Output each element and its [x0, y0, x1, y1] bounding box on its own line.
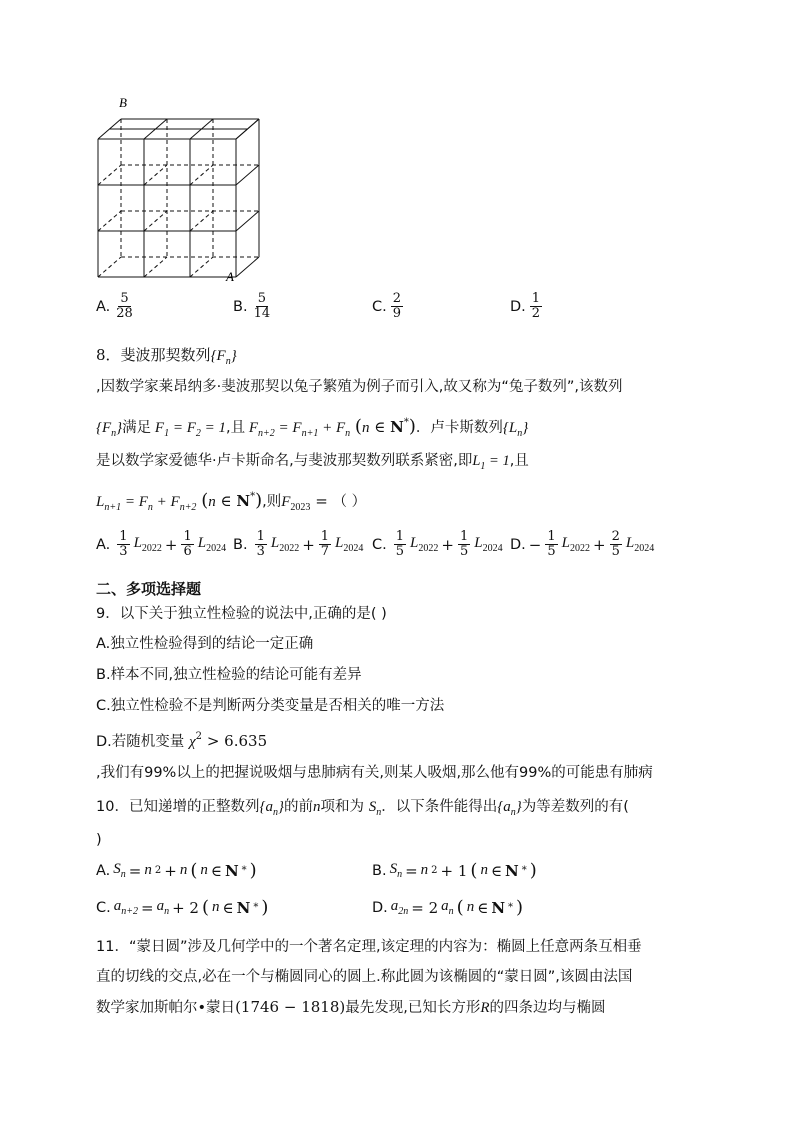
q8-title: 斐波那契数列 [120, 346, 211, 364]
q9-option-d-cont: ,我们有99%以上的把握说吸烟与患肺病有关,则某人吸烟,那么他有99%的可能患有肺病 [96, 765, 653, 781]
label-b: B [119, 95, 127, 110]
hidden-edge [144, 257, 167, 277]
q8-number: 8． [96, 346, 121, 364]
q7-option-a: A. $\frac{5}{28}$ [96, 291, 133, 321]
q9-option-d: D.若随机变量 $\chi^2 > 6.635$ [96, 731, 268, 750]
q10-option-b: B. $S_n$ = n 2 + 1 ( n ∈ N * ) [372, 860, 537, 881]
q7-option-c: C. $\frac{2}{9}$ [372, 291, 402, 321]
hidden-edge [98, 165, 121, 185]
hidden-edge [190, 257, 213, 277]
q8-seq-f: $\{F_n\}$ [210, 348, 237, 367]
cube-grid-figure [0, 0, 794, 290]
fraction: $\frac{5}{28}$ [116, 291, 133, 321]
q10-option-a: A. $S_n$ = n 2 + n ( n ∈ N * ) [96, 860, 257, 881]
fraction: $\frac{2}{9}$ [392, 291, 402, 321]
q8-line5: $L_{n+1} = F_n + F_{n+2}$ (n ∈ N*),则$F_{2023}$ = （ ） [96, 490, 367, 513]
q8-line3: $\{F_n\}$满足 $F_1 = F_2 = 1$,且 $F_{n+2} = F_{n+1} + F_n$ (n ∈ N*)．卢卡斯数列$\{L_n\}$ [96, 416, 529, 439]
q10-stem: 10．已知递增的正整数列$\{a_n\}$的前n项和为 $S_n$．以下条件能得出$\{a_n\}$为等差数列的有( [96, 799, 629, 818]
hidden-edge [190, 165, 213, 185]
q8-option-d: D. − $\frac{1}{5}$ $L_{2022}$ + $\frac{2}{5}$ $L_{2024}$ [510, 529, 655, 559]
q9-option-b: B.样本不同,独立性检验的结论可能有差异 [96, 667, 362, 683]
q9-option-a: A.独立性检验得到的结论一定正确 [96, 636, 314, 652]
visible-edge [236, 211, 259, 231]
hidden-edge [144, 165, 167, 185]
q8-line4: 是以数学家爱德华·卢卡斯命名,与斐波那契数列联系紧密,即$L_1 = 1$,且 [96, 453, 529, 472]
q8-title-line [96, 344, 237, 373]
visible-edge [236, 165, 259, 185]
q8-line2: ,因数学家莱昂纳多·斐波那契以兔子繁殖为例子而引入,故又称为“兔子数列”,该数列 [96, 379, 623, 395]
hidden-edge [98, 211, 121, 231]
q8-option-c: C. $\frac{1}{5}$ $L_{2022}$ + $\frac{1}{5}$ $L_{2024}$ [372, 529, 503, 559]
q11-line1: 11．“蒙日圆”涉及几何学中的一个著名定理,该定理的内容为：椭圆上任意两条互相垂 [96, 939, 642, 955]
q7-option-b: B. $\frac{5}{14}$ [233, 291, 271, 321]
q9-stem: 9．以下关于独立性检验的说法中,正确的是( ) [96, 606, 387, 622]
q11-line3: 数学家加斯帕尔•蒙日(1746 − 1818)最先发现,已知长方形R的四条边均与椭圆 [96, 998, 606, 1016]
fraction: $\frac{1}{2}$ [531, 291, 541, 321]
q10-stem-close: ) [96, 832, 102, 848]
q10-option-d: D. $a_{2n}$ = 2 $a_n$ ( n ∈ N * ) [372, 897, 524, 918]
hidden-edge [190, 211, 213, 231]
q10-option-c: C. $a_{n+2}$ = $a_n$ + 2 ( n ∈ N * ) [96, 897, 269, 918]
q8-option-b: B. $\frac{1}{3}$ $L_{2022}$ + $\frac{1}{7}$ $L_{2024}$ [233, 529, 364, 559]
section-heading: 二、多项选择题 [96, 580, 202, 598]
q9-option-c: C.独立性检验不是判断两分类变量是否相关的唯一方法 [96, 698, 445, 714]
q11-line2: 直的切线的交点,必在一个与椭圆同心的圆上.称此圆为该椭圆的“蒙日圆”,该圆由法国 [96, 969, 633, 985]
hidden-edge [98, 257, 121, 277]
q7-option-d: D. $\frac{1}{2}$ [510, 291, 541, 321]
hidden-edge [144, 211, 167, 231]
fraction: $\frac{5}{14}$ [253, 291, 271, 321]
q8-option-a: A. $\frac{1}{3}$ $L_{2022}$ + $\frac{1}{6}$ $L_{2024}$ [96, 529, 227, 559]
label-a: A [226, 269, 234, 284]
visible-edge [236, 257, 259, 277]
